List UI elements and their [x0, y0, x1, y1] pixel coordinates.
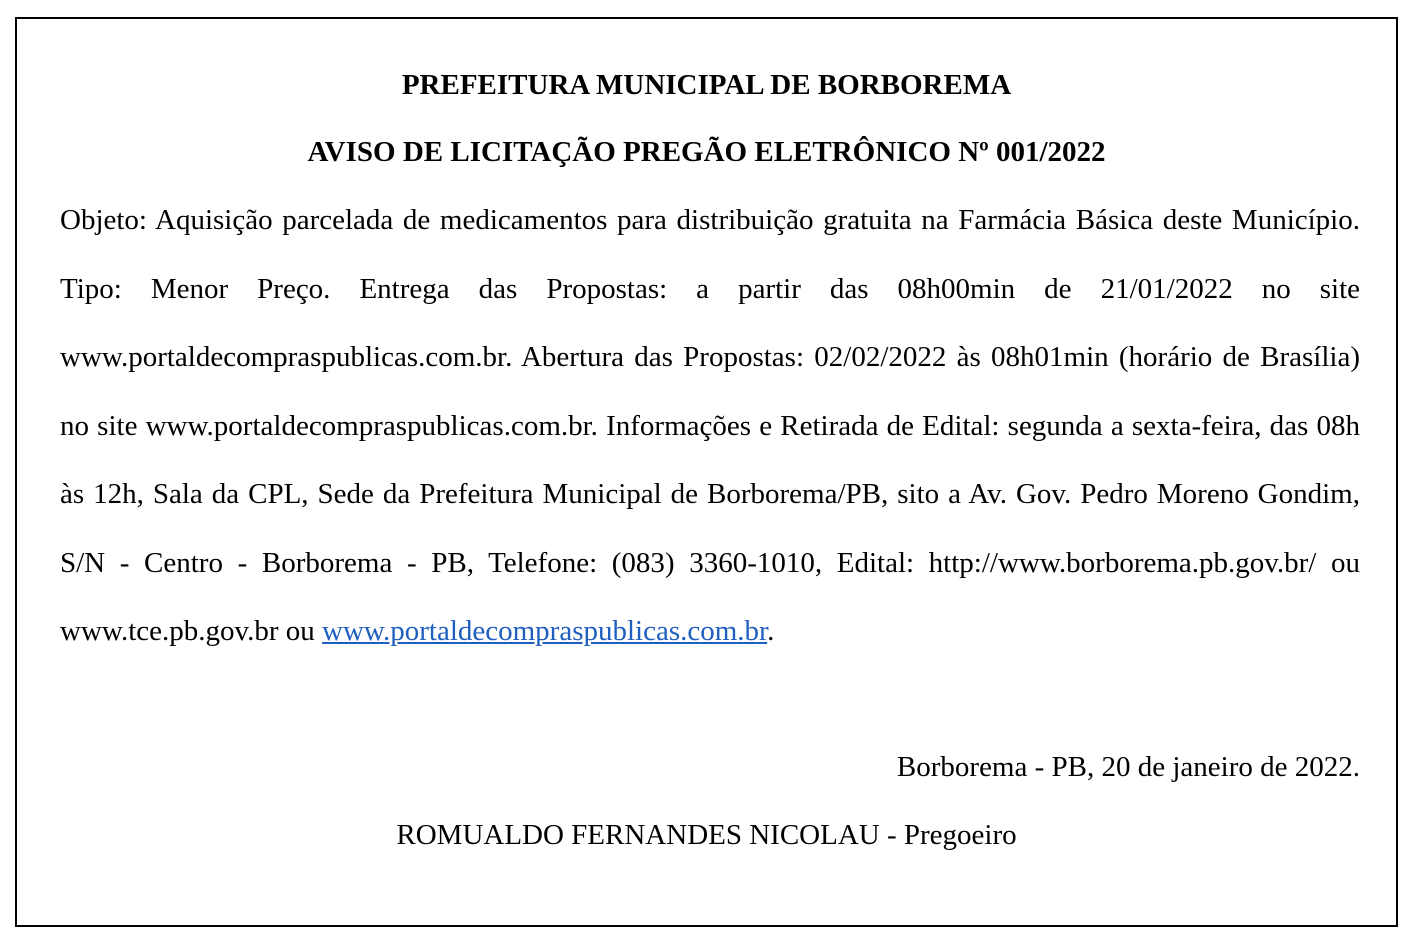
notice-frame [15, 17, 1398, 927]
body-trailing-period: . [767, 615, 775, 647]
notice-body [60, 186, 1360, 666]
portal-link[interactable]: www.portaldecompraspublicas.com.br [322, 615, 768, 647]
date-line: Borborema - PB, 20 de janeiro de 2022. [896, 751, 1360, 783]
signature-line: ROMUALDO FERNANDES NICOLAU - Pregoeiro [396, 819, 1017, 851]
notice-title: AVISO DE LICITAÇÃO PREGÃO ELETRÔNICO Nº 001/2022 [307, 136, 1106, 168]
municipality-title: PREFEITURA MUNICIPAL DE BORBOREMA [401, 69, 1012, 101]
notice-body-text: Objeto: Aquisição parcelada de medicamentos para distribuição gratuita na Farmácia Básica deste Município. Tipo: Menor Preço. Entrega das Propostas: a partir das 08h00min de 21/01/2022 no site www.portaldecompraspublicas.com.br. Abertura das Propostas: 02/02/2022 às 08h01min (horário de Brasília) no site www.portaldecompraspublicas.com.br. Informações e Retirada de Edital: segunda a sexta-feira, das 08h às 12h, Sala da CPL, Sede da Prefeitura Municipal de Borborema/PB, sito a Av. Gov. Pedro Moreno Gondim, S/N - Centro - Borborema - PB, Telefone: (083) 3360-1010, Edital: http://www.borborema.pb.gov.br/ ou www.tce.pb.gov.br ou [60, 204, 1360, 647]
